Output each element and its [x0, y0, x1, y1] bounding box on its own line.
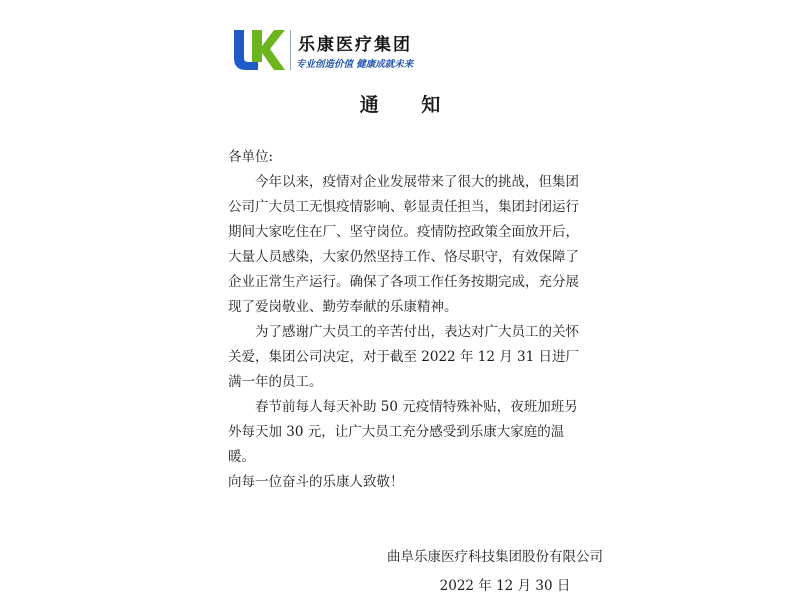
company-name: 乐康医疗集团 — [298, 35, 412, 55]
paragraph-1: 今年以来，疫情对企业发展带来了很大的挑战，但集团公司广大员工无惧疫情影响、彰显责任担当，集团封闭运行期间大家吃住在厂、坚守岗位。疫情防控政策全面放开后，大量人员感染，大家仍然坚持工作、恪尽职守，有效保障了企业正常生产运行。确保了各项工作任务按期完成，充分展现了爱岗敬业、勤劳奉献的乐康精神。 — [228, 174, 579, 315]
lk-logo-icon — [232, 28, 286, 72]
salutation: 各单位: — [228, 149, 274, 165]
paragraph-3: 春节前每人每天补助 50 元疫情特殊补贴，夜班加班另外每天加 30 元，让广大员工充分感受到乐康大家庭的温暖。 — [228, 399, 578, 465]
company-slogan: 专业创造价值 健康成就未来 — [296, 59, 414, 70]
closing-line: 向每一位奋斗的乐康人致敬！ — [228, 474, 404, 490]
signature-date: 2022 年 12 月 30 日 — [439, 578, 571, 594]
paragraph-2: 为了感谢广大员工的辛苦付出，表达对广大员工的关怀关爱，集团公司决定，对于截至 2022 年 12 月 31 日进厂满一年的员工。 — [228, 324, 579, 390]
company-logo — [232, 28, 412, 72]
signature-block — [370, 543, 620, 601]
logo-divider — [290, 30, 291, 70]
document-body — [228, 145, 583, 495]
document-title: 通 知 — [359, 94, 459, 116]
signature-company: 曲阜乐康医疗科技集团股份有限公司 — [387, 549, 603, 565]
